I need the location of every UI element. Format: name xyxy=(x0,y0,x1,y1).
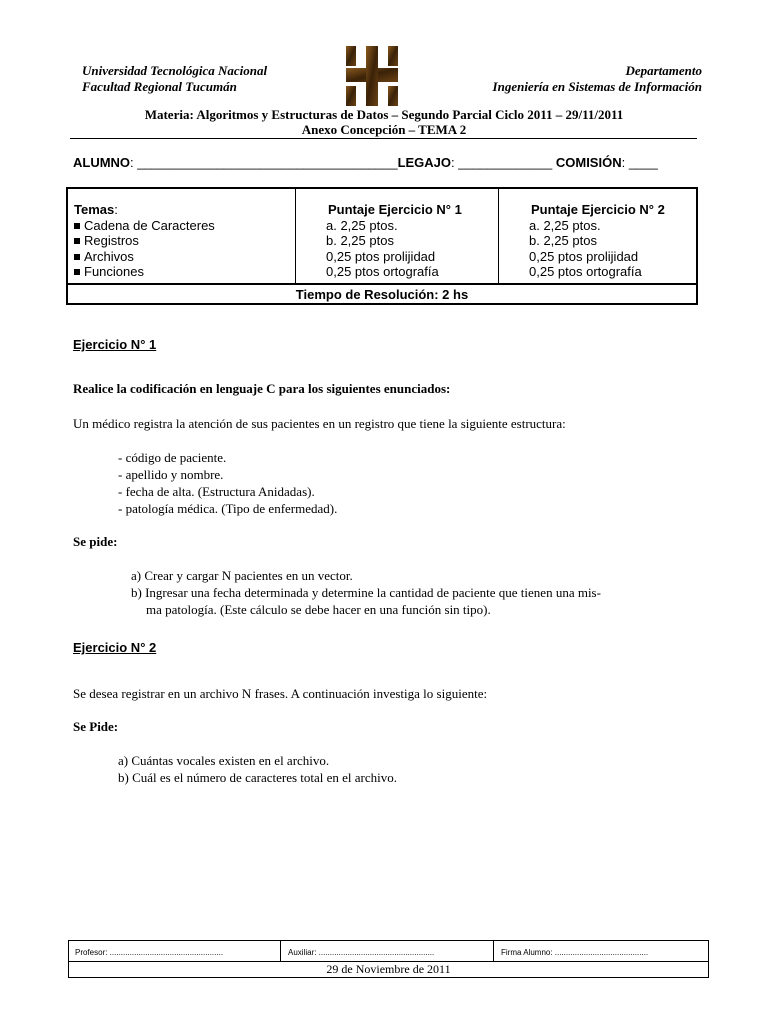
puntaje-item: 0,25 ptos ortografía xyxy=(529,264,642,279)
legajo-field[interactable]: : _____________ xyxy=(451,155,556,170)
exam-title xyxy=(0,107,768,137)
profesor-field[interactable]: Profesor: ................................................... xyxy=(69,941,281,961)
header-divider xyxy=(70,138,697,139)
puntaje-item: a. 2,25 ptos. xyxy=(529,217,601,233)
department-block xyxy=(493,63,702,95)
bullet-icon xyxy=(74,269,80,275)
puntaje-item: a. 2,25 ptos. xyxy=(326,217,398,233)
alumno-label: ALUMNO xyxy=(73,155,131,170)
comision-field[interactable]: : ____ xyxy=(621,155,658,170)
puntaje-ej2-title: Puntaje Ejercicio N° 2 xyxy=(531,202,665,217)
puntaje-item: b. 2,25 ptos xyxy=(326,233,394,248)
puntaje-ej2-column xyxy=(499,189,696,283)
department-label: Departamento xyxy=(625,63,702,78)
bullet-icon xyxy=(74,254,80,260)
alumno-field[interactable]: : ____________________________________ xyxy=(130,155,398,170)
puntaje-item: 0,25 ptos prolijidad xyxy=(326,248,436,264)
faculty-name: Facultad Regional Tucumán xyxy=(82,79,237,94)
item-b-continued: ma patología. (Este cálculo se debe hacer en una función sin tipo). xyxy=(146,602,491,617)
ejercicio1-items xyxy=(131,567,601,618)
temas-column: Temas: Cadena de Caracteres Registros Archivos Funciones xyxy=(68,189,296,283)
university-block xyxy=(82,63,267,95)
item-a: a) Crear y cargar N pacientes en un vector. xyxy=(131,568,353,583)
puntaje-item: 0,25 ptos ortografía xyxy=(326,264,439,279)
puntaje-ej1-title: Puntaje Ejercicio N° 1 xyxy=(328,202,462,217)
puntaje-item: 0,25 ptos prolijidad xyxy=(529,248,639,264)
ejercicio1-title: Ejercicio N° 1 xyxy=(73,337,157,352)
structure-fields xyxy=(118,449,337,517)
comision-label: COMISIÓN xyxy=(555,155,622,170)
tema-item: Archivos xyxy=(74,249,295,265)
bullet-icon xyxy=(74,238,80,244)
ejercicio2-title: Ejercicio N° 2 xyxy=(73,640,157,655)
signature-table xyxy=(68,940,709,978)
ejercicio2-desc: Se desea registrar en un archivo N frases. A continuación investiga lo siguiente: xyxy=(73,686,488,701)
ejercicio1-desc: Un médico registra la atención de sus pacientes en un registro que tiene la siguiente estructura: xyxy=(73,416,566,431)
ejercicio2-se-pide: Se Pide: xyxy=(73,719,119,734)
puntaje-item: b. 2,25 ptos xyxy=(529,233,597,248)
student-info-line xyxy=(73,155,658,170)
university-name: Universidad Tecnológica Nacional xyxy=(82,63,268,78)
info-table xyxy=(66,187,698,305)
item-b: b) Cuál es el número de caracteres total en el archivo. xyxy=(118,770,398,785)
item-b: b) Ingresar una fecha determinada y determine la cantidad de paciente que tienen una mis- xyxy=(131,585,601,600)
firma-alumno-field[interactable]: Firma Alumno: .......................................... xyxy=(501,948,649,957)
tema-item: Registros xyxy=(74,233,295,249)
puntaje-ej1-column xyxy=(296,189,499,283)
tema-item: Cadena de Caracteres xyxy=(74,218,295,234)
item-a: a) Cuántas vocales existen en el archivo. xyxy=(118,753,330,768)
materia-line: Materia: Algoritmos y Estructuras de Datos – Segundo Parcial Ciclo 2011 – 29/11/2011 xyxy=(144,107,624,122)
field-item: - fecha de alta. (Estructura Anidadas). xyxy=(118,484,315,499)
footer-date: 29 de Noviembre de 2011 xyxy=(326,962,451,976)
field-item: - patología médica. (Tipo de enfermedad). xyxy=(118,501,338,516)
tiempo-resolucion: Tiempo de Resolución: 2 hs xyxy=(68,283,696,305)
ejercicio1-intro: Realice la codificación en lenguaje C para los siguientes enunciados: xyxy=(73,381,451,396)
anexo-line: Anexo Concepción – TEMA 2 xyxy=(301,122,467,137)
department-name: Ingeniería en Sistemas de Información xyxy=(492,79,702,94)
field-item: - código de paciente. xyxy=(118,450,227,465)
utn-logo-icon xyxy=(346,46,398,106)
bullet-icon xyxy=(74,223,80,229)
ejercicio2-items xyxy=(118,752,397,786)
temas-label: Temas xyxy=(74,202,115,217)
tema-item: Funciones xyxy=(74,264,295,280)
signature-row xyxy=(69,941,708,962)
ejercicio1-se-pide: Se pide: xyxy=(73,534,118,549)
field-item: - apellido y nombre. xyxy=(118,467,224,482)
auxiliar-field[interactable]: Auxiliar: .................................................... xyxy=(282,941,494,961)
legajo-label: LEGAJO xyxy=(397,155,452,170)
